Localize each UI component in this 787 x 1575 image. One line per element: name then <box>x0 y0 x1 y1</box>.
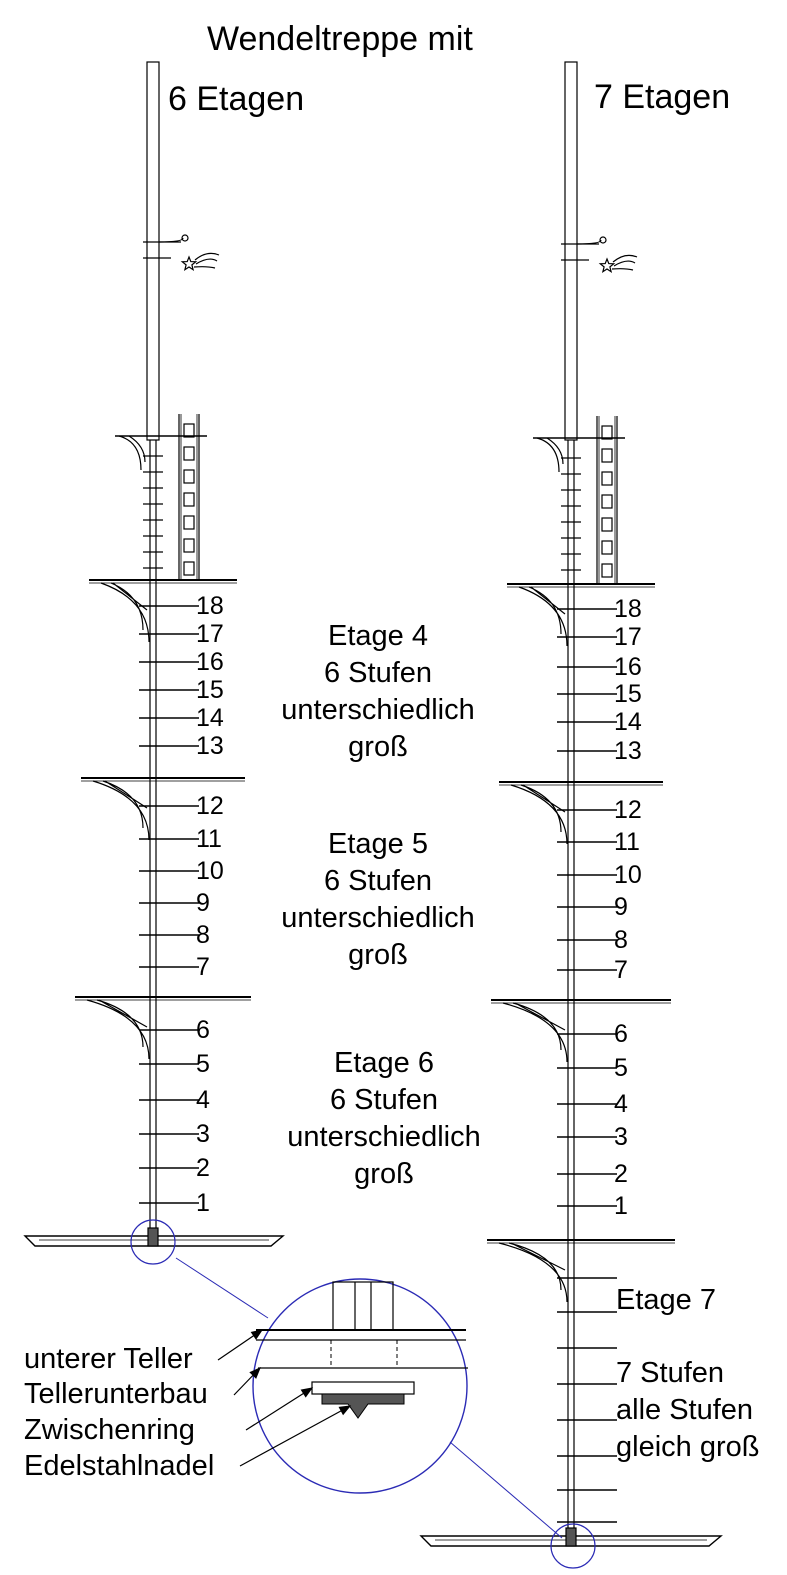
ladder-rung <box>602 541 612 554</box>
floor-label-line: Etage 6 <box>334 1047 434 1079</box>
ladder-rung <box>184 470 194 483</box>
right-step-number: 5 <box>614 1054 628 1082</box>
right-step-number: 10 <box>614 861 642 889</box>
right-step-number: 3 <box>614 1123 628 1151</box>
right-step-number: 13 <box>614 737 642 765</box>
etage-7-description <box>616 1355 759 1466</box>
left-step-number: 3 <box>196 1120 210 1148</box>
ladder-rung <box>602 495 612 508</box>
floor-label-line: groß <box>348 939 408 971</box>
right-step-number: 2 <box>614 1160 628 1188</box>
ladder-rung <box>184 447 194 460</box>
left-step-number: 5 <box>196 1050 210 1078</box>
left-tower-heading: 6 Etagen <box>168 80 305 118</box>
left-step-number: 13 <box>196 732 224 760</box>
star-icon <box>600 259 613 272</box>
left-step-number: 1 <box>196 1189 210 1217</box>
floor-label-line: unterschiedlich <box>287 1121 481 1153</box>
ladder-rung <box>184 562 194 575</box>
ladder-rung <box>184 539 194 552</box>
ladder-rung <box>602 518 612 531</box>
right-step-number: 17 <box>614 623 642 651</box>
right-tower-heading: 7 Etagen <box>594 78 731 116</box>
right-step-number: 14 <box>614 708 642 736</box>
detail-magnifier <box>253 1279 467 1493</box>
ladder-rung <box>602 472 612 485</box>
ladder-rung <box>184 516 194 529</box>
base-foot <box>148 1228 158 1246</box>
floor-label-line: unterschiedlich <box>281 902 475 934</box>
ladder-rung <box>184 424 194 437</box>
etage-7-heading: Etage 7 <box>616 1284 716 1316</box>
right-step-number: 16 <box>614 653 642 681</box>
platform-bracket <box>511 785 567 844</box>
left-step-number: 10 <box>196 857 224 885</box>
base-foot <box>566 1528 576 1546</box>
left-step-number: 17 <box>196 620 224 648</box>
detail-connector <box>176 1258 268 1318</box>
floor-label-etage-4 <box>258 618 498 766</box>
floor-label-line: Etage 5 <box>328 828 428 860</box>
ladder-rung <box>602 564 612 577</box>
left-step-number: 2 <box>196 1154 210 1182</box>
left-step-number: 4 <box>196 1086 210 1114</box>
comet-tail <box>194 253 219 268</box>
left-step-number: 14 <box>196 704 224 732</box>
legend-zwischenring: Zwischenring <box>24 1414 195 1446</box>
star-icon <box>182 257 195 270</box>
floor-label-line: 6 Stufen <box>323 865 433 897</box>
left-step-number: 16 <box>196 648 224 676</box>
ladder-rung <box>184 493 194 506</box>
right-step-number: 7 <box>614 956 628 984</box>
floor-label-line: groß <box>354 1158 414 1190</box>
platform-bracket <box>93 781 149 840</box>
left-step-number: 11 <box>196 825 222 853</box>
left-step-number: 9 <box>196 889 210 917</box>
right-step-number: 4 <box>614 1090 628 1118</box>
floor-label-line: 6 Stufen <box>323 657 433 689</box>
etage-7-line: gleich groß <box>616 1431 760 1463</box>
ladder-rung <box>602 426 612 439</box>
platform-bracket <box>101 583 149 642</box>
left-step-number: 7 <box>196 953 210 981</box>
right-step-number: 15 <box>614 680 642 708</box>
etage-7-line: 7 Stufen <box>616 1357 725 1389</box>
ladder-rung <box>602 449 612 462</box>
left-step-number: 18 <box>196 592 224 620</box>
left-step-number: 8 <box>196 921 210 949</box>
left-step-number: 15 <box>196 676 224 704</box>
floor-label-line: groß <box>348 731 408 763</box>
floor-label-etage-6 <box>264 1045 504 1193</box>
left-step-number: 6 <box>196 1016 210 1044</box>
floor-label-line: unterschiedlich <box>281 694 475 726</box>
detail-connector <box>450 1442 562 1538</box>
legend-unterer-teller: unterer Teller <box>24 1343 193 1375</box>
floor-label-line: 6 Stufen <box>329 1084 439 1116</box>
platform-bracket <box>537 438 563 472</box>
platform-bracket <box>119 436 145 470</box>
right-step-number: 18 <box>614 595 642 623</box>
left-step-number: 12 <box>196 792 224 820</box>
pole <box>565 62 577 440</box>
right-step-number: 1 <box>614 1192 628 1220</box>
right-step-number: 8 <box>614 926 628 954</box>
etage-7-line: alle Stufen <box>616 1394 754 1426</box>
floor-label-line: Etage 4 <box>328 620 428 652</box>
right-step-number: 12 <box>614 796 642 824</box>
legend-edelstahlnadel: Edelstahlnadel <box>24 1450 215 1482</box>
right-step-number: 11 <box>614 828 640 856</box>
platform-bracket <box>499 1243 567 1302</box>
legend-tellerunterbau: Tellerunterbau <box>24 1378 208 1410</box>
leader-unterer-teller-arrowhead <box>251 1330 262 1339</box>
right-step-number: 9 <box>614 893 628 921</box>
floor-label-etage-5 <box>258 826 498 974</box>
title: Wendeltreppe mit <box>207 20 473 58</box>
platform-bracket <box>503 1003 567 1062</box>
right-step-number: 6 <box>614 1020 628 1048</box>
pole <box>147 62 159 440</box>
comet-tail <box>612 255 637 270</box>
